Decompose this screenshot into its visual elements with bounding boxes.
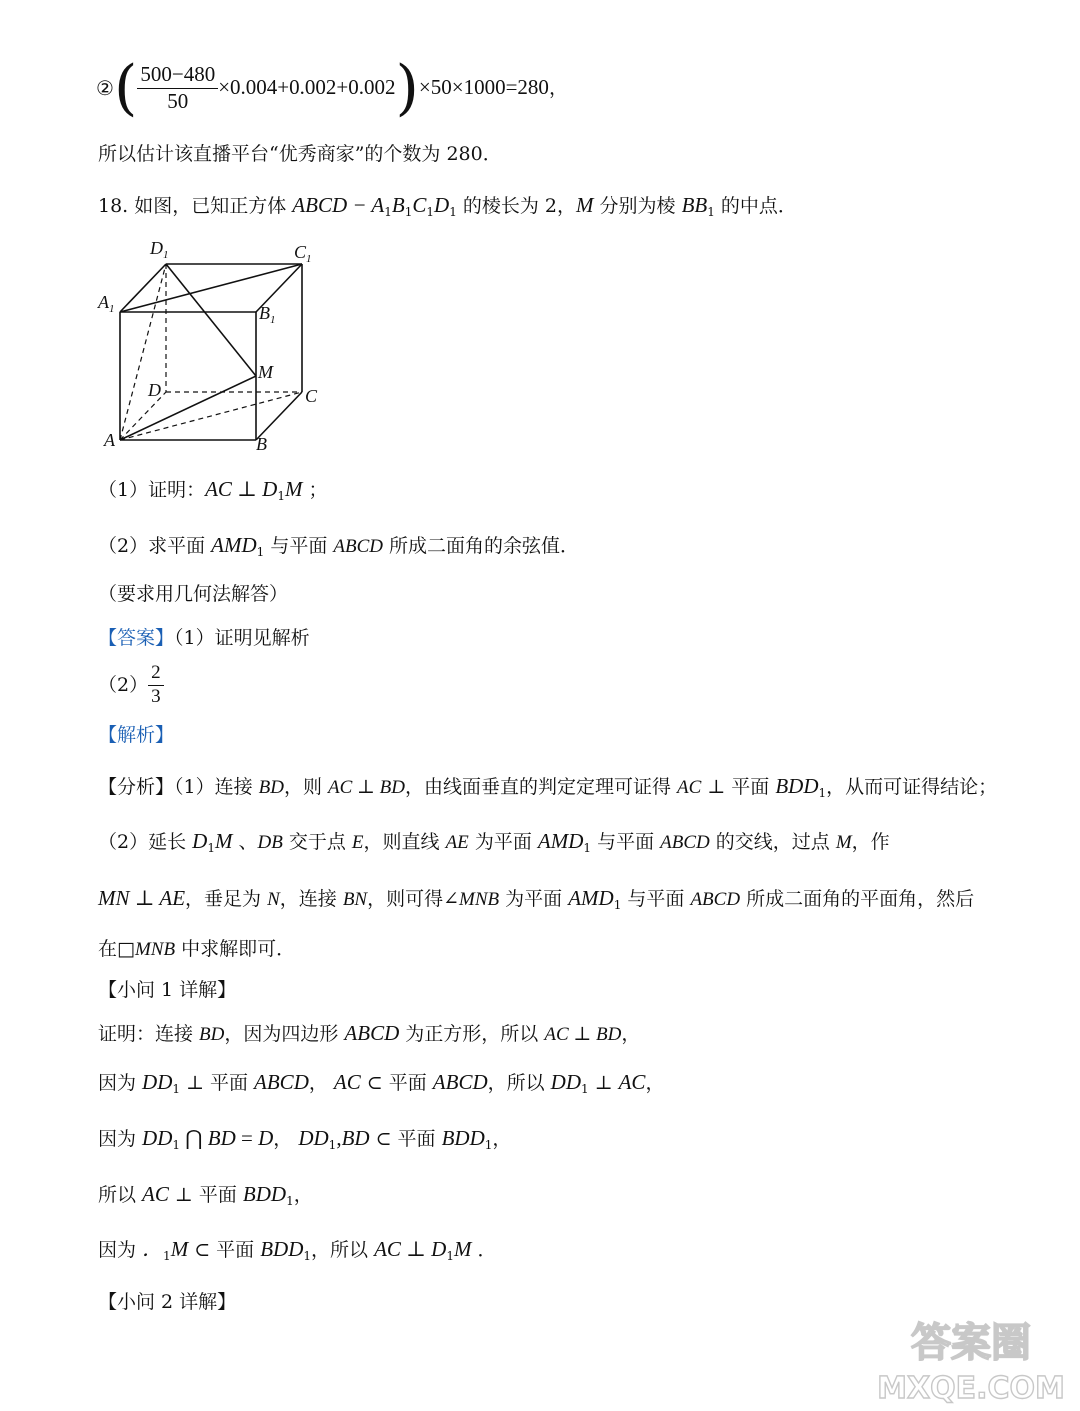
text: ⊂ 平面 bbox=[360, 1072, 433, 1094]
math: ． bbox=[142, 1237, 164, 1261]
math: ABCD bbox=[344, 1021, 400, 1045]
math: MNB bbox=[459, 889, 500, 910]
q18-c: C bbox=[412, 193, 427, 217]
math: DB bbox=[257, 832, 283, 853]
label-a1 bbox=[97, 292, 115, 315]
text: ⊥ 平面 bbox=[168, 1184, 243, 1206]
math: AC bbox=[333, 1070, 361, 1094]
text: ，连接 bbox=[279, 888, 343, 910]
sub: 1 bbox=[707, 205, 715, 219]
math: DD bbox=[142, 1070, 173, 1094]
sub: 1 bbox=[426, 205, 435, 219]
math: AC ⊥ D bbox=[374, 1237, 447, 1261]
part-2 bbox=[98, 533, 579, 559]
text: ， bbox=[308, 1072, 334, 1094]
q18-cube: ABCD − A bbox=[292, 193, 385, 217]
math: BD bbox=[341, 1126, 370, 1150]
text: （2）延长 bbox=[98, 831, 193, 853]
analysis-line-3 bbox=[98, 886, 974, 912]
sub: 1 bbox=[286, 1194, 294, 1208]
math: D bbox=[258, 1126, 274, 1150]
answer-tag: 【答案】 bbox=[98, 627, 175, 649]
text: 在□ bbox=[98, 938, 135, 960]
cube-figure bbox=[90, 230, 330, 460]
edge-a1c1 bbox=[120, 264, 302, 312]
text: 中求解即可． bbox=[175, 938, 296, 960]
math: ABCD bbox=[660, 832, 710, 853]
label-d: D bbox=[148, 380, 161, 400]
text: ， bbox=[492, 1128, 512, 1150]
math: DD bbox=[550, 1070, 582, 1094]
answer-numerator: 2 bbox=[148, 662, 164, 686]
question-18 bbox=[98, 193, 797, 218]
sol1-tag: 【小问 1 详解】 bbox=[98, 979, 237, 1001]
sub: 1 bbox=[207, 841, 215, 855]
edge-bc bbox=[256, 392, 302, 440]
label-b: B bbox=[256, 434, 267, 454]
sol1-line-4 bbox=[98, 1182, 313, 1207]
sub: 1 bbox=[303, 1249, 312, 1263]
text: ， bbox=[645, 1072, 665, 1094]
math: = bbox=[235, 1126, 259, 1150]
math: AC bbox=[677, 777, 702, 798]
part-2-mid: 与平面 bbox=[264, 535, 334, 557]
text: 与平面 bbox=[621, 888, 691, 910]
part-2-prefix: （2）求平面 bbox=[98, 535, 212, 557]
label-sub: 1 bbox=[109, 303, 115, 315]
text: ，由线面垂直的判定定理可证得 bbox=[405, 776, 678, 798]
q18-b: B bbox=[391, 193, 405, 217]
sol1-line-5 bbox=[98, 1237, 497, 1262]
sub: 1 bbox=[256, 545, 265, 559]
q18-d: D bbox=[434, 193, 450, 217]
label-sub: 1 bbox=[306, 253, 312, 265]
label-a: A bbox=[104, 430, 115, 450]
math: BD bbox=[258, 777, 284, 798]
fraction bbox=[137, 62, 218, 113]
q18-m: M bbox=[576, 193, 594, 217]
math: AC ⊥ BD bbox=[544, 1024, 622, 1045]
text: 为正方形，所以 bbox=[399, 1023, 545, 1045]
math: ABCD bbox=[432, 1070, 488, 1094]
text: 的交线，过点 bbox=[709, 831, 836, 853]
part-2-abcd: ABCD bbox=[333, 536, 383, 557]
text: 与平面 bbox=[591, 831, 661, 853]
math: AC bbox=[618, 1070, 646, 1094]
sub: 1 bbox=[613, 898, 622, 912]
sol1-line-3 bbox=[98, 1126, 511, 1151]
q18-mid2: 分别为棱 bbox=[593, 195, 682, 217]
sol1-line-1 bbox=[98, 1021, 640, 1047]
text: 为平面 bbox=[499, 888, 569, 910]
math: MNB bbox=[134, 939, 176, 960]
answer-part-1: （1）证明见解析 bbox=[174, 627, 310, 649]
math: AC ⊥ BD bbox=[328, 777, 405, 798]
part-1-math2: M bbox=[284, 477, 303, 501]
math: , bbox=[336, 1126, 342, 1150]
part-1-tail: ； bbox=[302, 479, 328, 501]
calc-line bbox=[96, 53, 568, 123]
math: DD bbox=[142, 1126, 173, 1150]
calc-inner: ×0.004+0.002+0.002 bbox=[218, 75, 396, 100]
text: ． bbox=[471, 1239, 497, 1261]
text: ，从而可证得结论； bbox=[826, 776, 998, 798]
sub: 1 bbox=[484, 1138, 493, 1152]
text: ，所以 bbox=[311, 1239, 375, 1261]
edge-d1m bbox=[166, 264, 256, 376]
text: 因为 bbox=[98, 1128, 143, 1150]
math: D bbox=[192, 829, 208, 853]
math: M bbox=[453, 1237, 472, 1261]
sub: 1 bbox=[583, 841, 592, 855]
q18-prefix: 18. 如图，已知正方体 bbox=[98, 195, 293, 217]
text: 所以 bbox=[98, 1184, 143, 1206]
analysis-line-1 bbox=[98, 774, 997, 800]
answer-denominator: 3 bbox=[151, 685, 161, 707]
fraction-numerator: 500−480 bbox=[137, 62, 218, 88]
edge-ad1 bbox=[120, 264, 166, 440]
text: ⊥ 平面 bbox=[180, 1072, 255, 1094]
text: 【分析】（1）连接 bbox=[98, 776, 259, 798]
math: AC bbox=[142, 1182, 169, 1206]
answer-part-2 bbox=[98, 662, 164, 709]
text: 为平面 bbox=[468, 831, 538, 853]
sub: 1 bbox=[581, 1082, 589, 1096]
part-1-prefix: （1）证明： bbox=[98, 479, 206, 501]
math: ⋂ bbox=[180, 1126, 208, 1150]
fraction-denominator: 50 bbox=[167, 88, 189, 113]
math: MN ⊥ AE bbox=[98, 886, 186, 910]
sol2-tag: 【小问 2 详解】 bbox=[98, 1291, 237, 1313]
text: ⊂ 平面 bbox=[369, 1128, 442, 1150]
calc-outer: ×50×1000=280 bbox=[418, 75, 549, 100]
analysis-tag: 【解析】 bbox=[98, 724, 175, 746]
label-c: C bbox=[305, 386, 318, 406]
sub: 1 bbox=[277, 489, 285, 503]
text: ，因为四边形 bbox=[224, 1023, 345, 1045]
requirement: （要求用几何法解答） bbox=[98, 583, 289, 605]
part-1-math: AC ⊥ D bbox=[205, 477, 278, 501]
text: ，所以 bbox=[487, 1072, 551, 1094]
text: ，则可得∠ bbox=[367, 888, 460, 910]
sub: 1 bbox=[384, 205, 392, 219]
text: ，垂足为 bbox=[185, 888, 268, 910]
text: ，则 bbox=[283, 776, 329, 798]
analysis-line-2 bbox=[98, 829, 890, 855]
text: 所成二面角的平面角，然后 bbox=[740, 888, 975, 910]
text: 证明：连接 bbox=[98, 1023, 200, 1045]
analysis-line-4 bbox=[98, 938, 295, 962]
sub: 1 bbox=[449, 205, 457, 219]
math: BDD bbox=[441, 1126, 485, 1150]
math: N bbox=[267, 889, 280, 910]
conclusion: 所以估计该直播平台“优秀商家”的个数为 280． bbox=[98, 143, 502, 165]
label-d1 bbox=[149, 238, 169, 261]
q18-tail: 的中点． bbox=[714, 195, 797, 217]
math: DD bbox=[298, 1126, 329, 1150]
math: E bbox=[351, 832, 364, 853]
math: ABCD bbox=[254, 1070, 309, 1094]
part-2-tail: 所成二面角的余弦值． bbox=[382, 535, 580, 557]
label-c1 bbox=[294, 242, 312, 265]
q18-mid: 的棱长为 2， bbox=[456, 195, 576, 217]
right-paren: ) bbox=[395, 53, 419, 123]
text: ， bbox=[273, 1128, 299, 1150]
text: ⊂ 平面 bbox=[188, 1239, 261, 1261]
watermark-top: 答案圈 bbox=[911, 1320, 1031, 1366]
math: ABCD bbox=[690, 889, 741, 910]
math: M bbox=[170, 1237, 189, 1261]
math: BD bbox=[199, 1024, 225, 1045]
answer-line bbox=[98, 627, 310, 650]
left-paren: ( bbox=[113, 53, 138, 123]
text: ，作 bbox=[851, 831, 890, 853]
text: ⊥ 平面 bbox=[701, 776, 776, 798]
sol1-line-2 bbox=[98, 1070, 664, 1095]
edge-am bbox=[120, 376, 256, 440]
text: ⊥ bbox=[588, 1072, 619, 1094]
math: M bbox=[214, 829, 233, 853]
sub: 1 bbox=[446, 1249, 454, 1263]
math: M bbox=[835, 832, 852, 853]
label-b1 bbox=[259, 303, 276, 326]
sub: 1 bbox=[163, 1249, 171, 1263]
text: ，则直线 bbox=[363, 831, 446, 853]
calc-end: ， bbox=[548, 76, 568, 99]
text: 因为 bbox=[98, 1239, 143, 1261]
part-2-amd: AMD bbox=[211, 533, 257, 557]
q18-bb: BB bbox=[681, 193, 708, 217]
watermark-bottom: MXQE.COM bbox=[877, 1371, 1065, 1406]
sub: 1 bbox=[404, 205, 413, 219]
label-base: D bbox=[150, 238, 163, 258]
math: BDD bbox=[775, 774, 819, 798]
sub: 1 bbox=[172, 1082, 181, 1096]
math: AE bbox=[445, 832, 469, 853]
watermark-logo bbox=[876, 1312, 1066, 1407]
label-base: B bbox=[259, 303, 270, 323]
text: 、 bbox=[232, 831, 258, 853]
math: BDD bbox=[242, 1182, 287, 1206]
label-sub: 1 bbox=[163, 249, 169, 261]
text: ， bbox=[621, 1023, 641, 1045]
label-m: M bbox=[258, 362, 273, 382]
answer-fraction bbox=[148, 662, 164, 709]
label-sub: 1 bbox=[270, 314, 276, 326]
part-1 bbox=[98, 477, 328, 502]
math: BDD bbox=[260, 1237, 304, 1261]
text: 因为 bbox=[98, 1072, 143, 1094]
math: BD bbox=[207, 1126, 236, 1150]
sub: 1 bbox=[172, 1138, 181, 1152]
sub: 1 bbox=[818, 786, 827, 800]
edge-a1d1 bbox=[120, 264, 166, 312]
math: BN bbox=[342, 889, 368, 910]
text: ， bbox=[293, 1184, 313, 1206]
text: 交于点 bbox=[282, 831, 352, 853]
label-base: C bbox=[294, 242, 307, 262]
circle-two: ② bbox=[96, 76, 114, 100]
math: AMD bbox=[537, 829, 584, 853]
answer-part-2-prefix: （2） bbox=[98, 673, 149, 696]
sub: 1 bbox=[328, 1138, 337, 1152]
label-base: A bbox=[98, 292, 109, 312]
math: AMD bbox=[568, 886, 614, 910]
